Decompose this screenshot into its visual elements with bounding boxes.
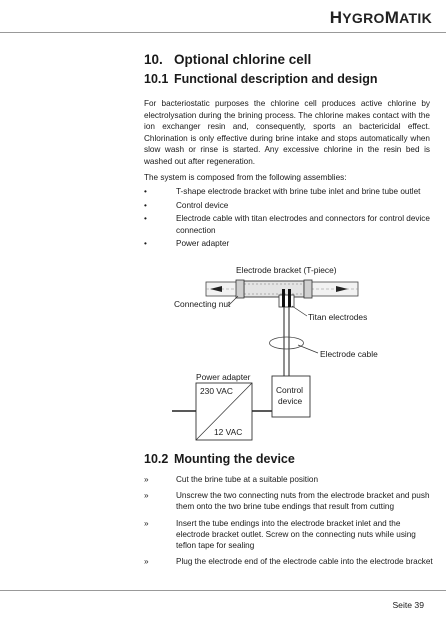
intro-paragraph: For bacteriostatic purposes the chlorine cell produces active chlorine by electrolysation during the brining process. The chlorine makes contact with the ion exchanger resin and, consequently, sports an bactericidal effect. Chlorination is only effective during brine intake and stops automatically when slow wash or rinse is started. Any excessive chlorine in the resin bed is washed out after regeneration. bbox=[144, 99, 430, 166]
assemblies-intro: The system is composed from the following assemblies: bbox=[144, 173, 347, 182]
electrode-cable-leader bbox=[298, 345, 318, 353]
step-marker: » bbox=[144, 518, 149, 528]
control-device-label-line2: device bbox=[278, 396, 303, 406]
step-marker: » bbox=[144, 475, 149, 484]
mounting-steps-list bbox=[144, 474, 434, 572]
electrode-bracket-label: Electrode bracket (T-piece) bbox=[236, 265, 337, 275]
list-item-text: Cut the brine tube at a suitable position bbox=[176, 475, 319, 484]
list-item-text: Control device bbox=[176, 200, 229, 210]
bullet-marker: • bbox=[144, 239, 147, 249]
vac-12-label: 12 VAC bbox=[214, 427, 243, 437]
logo-letter-m: M bbox=[384, 8, 400, 27]
vac-230-label: 230 VAC bbox=[200, 386, 233, 396]
section-number: 10. bbox=[144, 52, 163, 67]
list-item-text: Plug the electrode end of the electrode cable into the electrode bracket bbox=[176, 557, 433, 567]
power-adapter-label: Power adapter bbox=[196, 372, 251, 382]
step-marker: » bbox=[144, 491, 149, 501]
subsection-1-title: Functional description and design bbox=[174, 72, 378, 86]
list-item bbox=[144, 556, 434, 567]
electrode-cable-label: Electrode cable bbox=[320, 349, 378, 359]
list-item-text: Electrode cable with titan electrodes and connectors for control device connection bbox=[176, 214, 430, 235]
subsection-2-title: Mounting the device bbox=[174, 452, 295, 466]
list-item-text: T-shape electrode bracket with brine tube inlet and brine tube outlet bbox=[176, 187, 421, 196]
subsection-heading-2 bbox=[144, 452, 295, 466]
list-item-text: Unscrew the two connecting nuts from the electrode bracket and push them onto the two brine tube endings that result from cutting bbox=[176, 491, 430, 512]
titan-electrodes-label: Titan electrodes bbox=[308, 312, 368, 322]
list-item-text: Insert the tube endings into the electrode bracket inlet and the electrode bracket outlet. Screw on the connecting nuts while using teflon tape for sealing bbox=[176, 518, 416, 551]
connecting-nut-label: Connecting nut bbox=[174, 299, 231, 309]
cable-ring bbox=[270, 337, 304, 349]
bullet-marker: • bbox=[144, 214, 147, 224]
titan-electrodes-leader bbox=[292, 306, 307, 316]
list-item bbox=[144, 490, 434, 512]
list-item bbox=[144, 474, 434, 485]
section-title: Optional chlorine cell bbox=[174, 52, 312, 67]
bullet-marker: • bbox=[144, 200, 147, 210]
list-item bbox=[144, 518, 434, 552]
control-device-label-line1: Control bbox=[276, 385, 303, 395]
logo-text-atik: ATIK bbox=[399, 10, 432, 26]
subsection-2-number: 10.2 bbox=[144, 452, 169, 466]
bullet-marker: • bbox=[144, 187, 147, 196]
subsection-1-number: 10.1 bbox=[144, 72, 169, 86]
logo-text-ygro: YGRO bbox=[342, 10, 385, 26]
footer-rule bbox=[0, 590, 446, 591]
step-marker: » bbox=[144, 557, 149, 567]
list-item-text: Power adapter bbox=[176, 239, 230, 249]
page-number: Seite 39 bbox=[392, 600, 424, 610]
logo-letter-h: H bbox=[329, 8, 343, 27]
